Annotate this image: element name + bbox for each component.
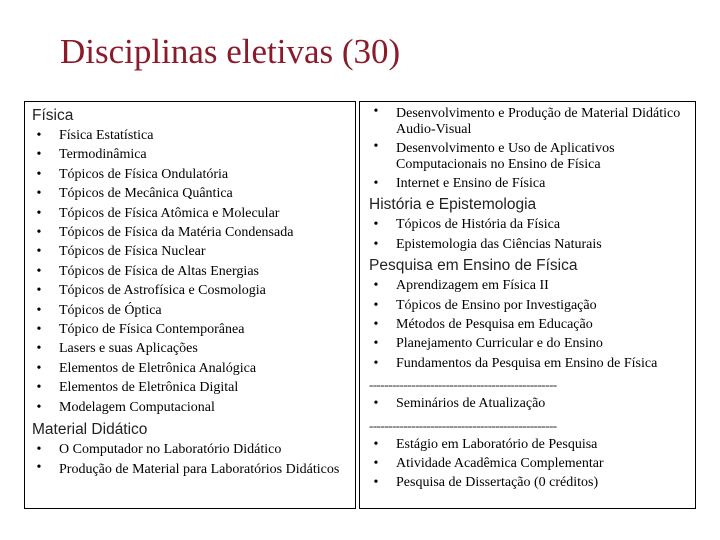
list-item-text: Desenvolvimento e Produção de Material Didático Audio-Visual (396, 106, 681, 137)
list-item-text: Tópicos de Física Nuclear (59, 244, 206, 260)
section-heading-fisica: Física (32, 107, 74, 124)
bullet-icon: • (373, 217, 379, 233)
bullet-icon: • (373, 355, 379, 371)
list-item-text: Epistemologia das Ciências Naturais (396, 236, 602, 252)
list-item-text: Lasers e suas Aplicações (59, 341, 198, 357)
bullet-icon: • (36, 166, 42, 182)
list-item (32, 242, 349, 261)
list-fisica (32, 126, 349, 417)
list-item (369, 296, 691, 315)
bullet-icon: • (36, 186, 42, 202)
dashed-divider: ------------------------------------------------- (369, 377, 557, 393)
bullet-icon: • (36, 399, 42, 415)
list-item (369, 139, 691, 174)
list-item (32, 460, 349, 480)
bullet-icon: • (373, 297, 379, 313)
list-item (369, 394, 691, 413)
bullet-icon: • (373, 139, 379, 154)
list-item-text: O Computador no Laboratório Didático (59, 442, 282, 458)
bullet-icon: • (36, 322, 42, 338)
list-item (32, 339, 349, 358)
page-title: Disciplinas eletivas (30) (60, 32, 401, 71)
bullet-icon: • (36, 442, 42, 458)
list-item (369, 435, 691, 454)
bullet-icon: • (373, 475, 379, 491)
bullet-icon: • (373, 236, 379, 252)
list-item-text: Estágio em Laboratório de Pesquisa (396, 436, 598, 452)
list-item-text: Tópicos de História da Física (396, 217, 561, 233)
list-material-didatico (32, 440, 349, 479)
bullet-icon: • (36, 225, 42, 241)
list-item-text: Tópicos de Astrofísica e Cosmologia (59, 283, 266, 299)
list-item-text: Tópicos de Ensino por Investigação (396, 297, 597, 313)
list-item-text: Internet e Ensino de Física (396, 176, 546, 191)
list-item (32, 145, 349, 164)
section-heading-material-didatico: Material Didático (32, 421, 148, 439)
bullet-icon: • (36, 341, 42, 357)
list-item (32, 320, 349, 339)
list-historia-epistemologia (369, 215, 691, 254)
list-item-text: Tópicos de Física de Altas Energias (59, 263, 259, 279)
bullet-icon: • (36, 244, 42, 260)
list-item (32, 398, 349, 417)
list-item-text: Termodinâmica (59, 147, 147, 163)
list-item-text: Aprendizagem em Física II (396, 278, 549, 294)
list-item-text: Pesquisa de Dissertação (0 créditos) (396, 475, 599, 491)
list-material-didatico-continued (369, 104, 691, 193)
bullet-icon: • (373, 317, 379, 333)
list-item (32, 223, 349, 242)
list-seminarios (369, 394, 691, 413)
bullet-icon: • (373, 104, 379, 119)
list-item-text: Planejamento Curricular e do Ensino (396, 336, 603, 352)
list-item (369, 334, 691, 353)
list-item-text: Física Estatística (59, 128, 154, 143)
list-item-text: Desenvolvimento e Uso de Aplicativos Computacionais no Ensino de Física (396, 141, 615, 172)
left-column-box (24, 101, 356, 509)
list-item (32, 262, 349, 281)
list-item-text: Fundamentos da Pesquisa em Ensino de Física (396, 355, 658, 371)
right-column-box (359, 101, 696, 509)
list-item-text: Elementos de Eletrônica Analógica (59, 360, 257, 376)
list-item (32, 184, 349, 203)
bullet-icon: • (36, 459, 42, 475)
bullet-icon: • (36, 302, 42, 318)
list-final (369, 435, 691, 493)
section-heading-pesquisa-ensino: Pesquisa em Ensino de Física (369, 257, 578, 275)
list-item (32, 378, 349, 397)
bullet-icon: • (36, 147, 42, 163)
list-item-text: Tópicos de Física Ondulatória (59, 166, 229, 182)
list-item (369, 354, 691, 373)
bullet-icon: • (373, 456, 379, 472)
list-item-text: Elementos de Eletrônica Digital (59, 380, 239, 396)
list-item-text: Seminários de Atualização (396, 396, 546, 412)
list-item (32, 281, 349, 300)
bullet-icon: • (36, 205, 42, 221)
list-item-text: Atividade Acadêmica Complementar (396, 456, 604, 472)
dashed-divider: ------------------------------------------------- (369, 417, 557, 433)
bullet-icon: • (373, 176, 379, 191)
list-pesquisa-ensino (369, 276, 691, 373)
list-item (32, 165, 349, 184)
bullet-icon: • (373, 436, 379, 452)
bullet-icon: • (373, 278, 379, 294)
bullet-icon: • (36, 380, 42, 396)
bullet-icon: • (36, 128, 42, 143)
list-item-text: Produção de Material para Laboratórios Didáticos (59, 461, 340, 477)
section-heading-historia-epistemologia: História e Epistemologia (369, 196, 537, 214)
list-item-text: Tópicos de Óptica (59, 302, 162, 318)
bullet-icon: • (36, 283, 42, 299)
bullet-icon: • (373, 336, 379, 352)
list-item-text: Modelagem Computacional (59, 399, 215, 415)
list-item (369, 235, 691, 254)
list-item (369, 276, 691, 295)
list-item-text: Tópicos de Física Atômica e Molecular (59, 205, 280, 221)
list-item (32, 204, 349, 223)
list-item (369, 315, 691, 334)
list-item-text: Métodos de Pesquisa em Educação (396, 317, 593, 333)
list-item (369, 215, 691, 234)
list-item (32, 359, 349, 378)
list-item (32, 440, 349, 459)
bullet-icon: • (36, 360, 42, 376)
list-item (369, 454, 691, 473)
list-item (32, 301, 349, 320)
list-item-text: Tópicos de Física da Matéria Condensada (59, 225, 294, 241)
list-item (369, 473, 691, 492)
list-item (369, 174, 691, 193)
bullet-icon: • (373, 396, 379, 412)
list-item-text: Tópico de Física Contemporânea (59, 322, 245, 338)
list-item-text: Tópicos de Mecânica Quântica (59, 186, 233, 202)
list-item (369, 104, 691, 139)
bullet-icon: • (36, 263, 42, 279)
list-item (32, 126, 349, 145)
